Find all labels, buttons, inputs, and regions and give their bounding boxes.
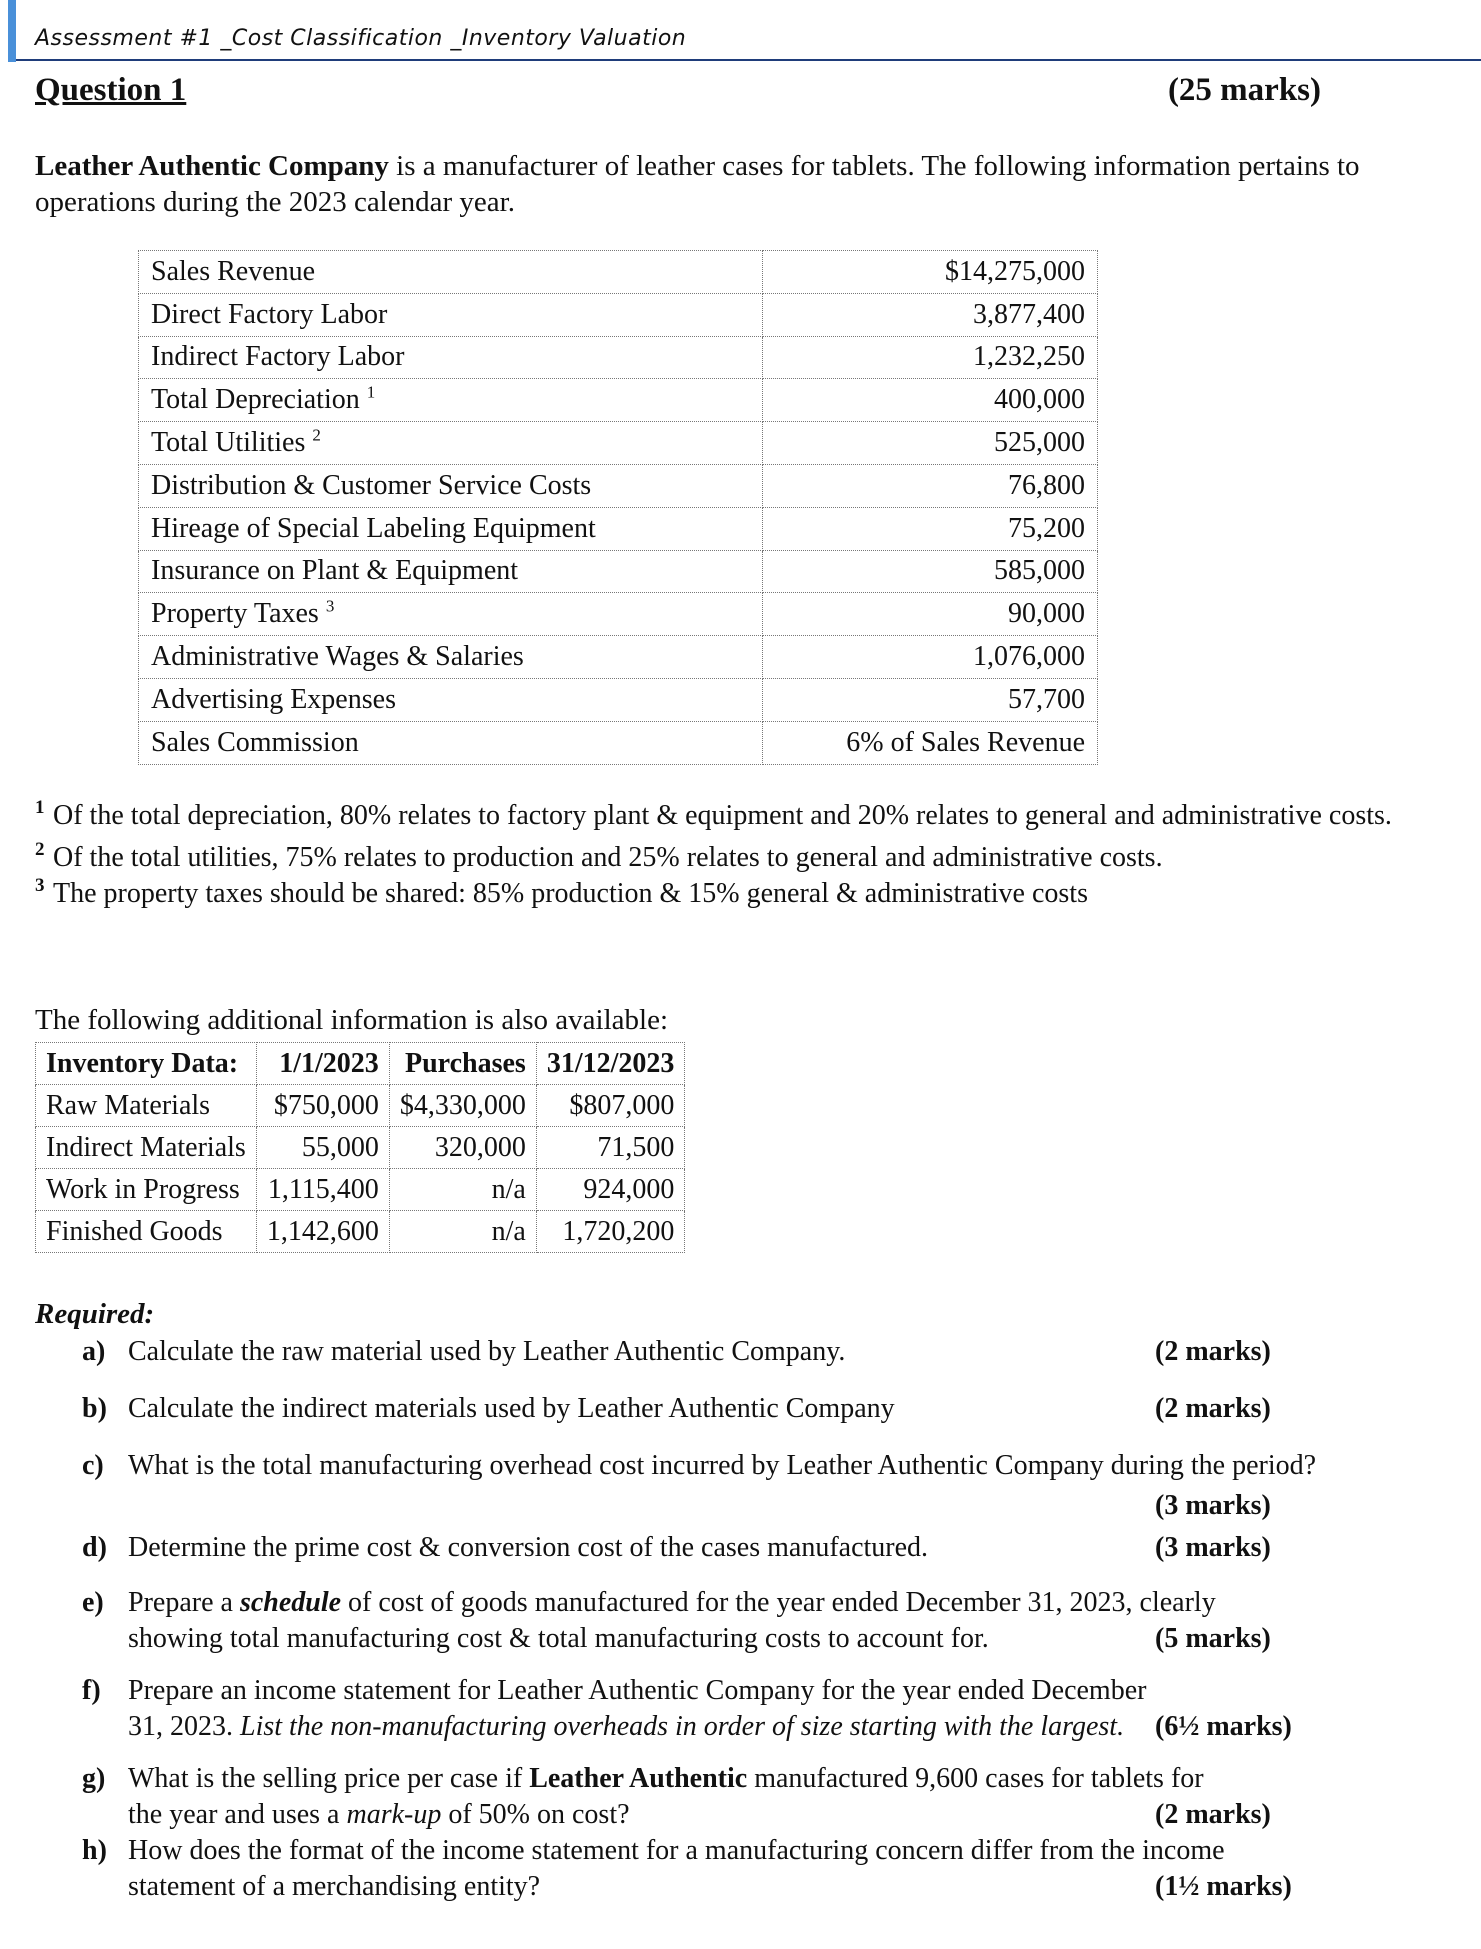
table-row [139, 251, 1098, 294]
marks: (2 marks) [1155, 1799, 1271, 1830]
cost-amount: 75,200 [763, 507, 1098, 550]
marks: (3 marks) [1155, 1532, 1271, 1563]
table-row [139, 593, 1098, 636]
cost-label: Property Taxes $^3$ [139, 593, 763, 636]
cost-label: Total Utilities $^2$ [139, 422, 763, 465]
cost-amount: 76,800 [763, 464, 1098, 507]
table-header-row [36, 1043, 685, 1085]
marks: (3 marks) [1155, 1490, 1271, 1521]
footnote-marker: 1 [366, 382, 376, 402]
cost-table [138, 250, 1098, 765]
cost-amount: 1,076,000 [763, 636, 1098, 679]
additional-info-intro: The following additional information is also available: [35, 1004, 669, 1036]
cost-amount: 90,000 [763, 593, 1098, 636]
cost-label: Insurance on Plant & Equipment [139, 550, 763, 593]
table-row [139, 336, 1098, 379]
table-row [139, 379, 1098, 422]
cost-amount: 585,000 [763, 550, 1098, 593]
required-heading: Required: [35, 1298, 155, 1330]
requirement-h: h) How does the format of the income statement for a manufacturing concern differ from the income statement of a merchandising entity? (1½ marks) [82, 1833, 1477, 1905]
marks: (2 marks) [1155, 1336, 1271, 1367]
requirement-d: d) Determine the prime cost & conversion cost of the cases manufactured. (3 marks) [82, 1530, 1477, 1566]
cost-amount: 525,000 [763, 422, 1098, 465]
cost-amount: 57,700 [763, 678, 1098, 721]
requirement-c: c) What is the total manufacturing overhead cost incurred by Leather Authentic Company during the period? (3 marks) [82, 1448, 1477, 1484]
requirement-e: e) Prepare a schedule of cost of goods manufactured for the year ended December 31, 2023, clearly showing total manufacturing cost & total manufacturing costs to account for. (5 marks) [82, 1585, 1477, 1657]
intro-paragraph [35, 148, 1465, 220]
requirement-a: a) Calculate the raw material used by Leather Authentic Company. (2 marks) [82, 1334, 1477, 1370]
footnote-1: 1 Of the total depreciation, 80% relates to factory plant & equipment and 20% relates to general and administrative costs. [35, 797, 1392, 831]
table-row [139, 636, 1098, 679]
requirement-b: b) Calculate the indirect materials used by Leather Authentic Company (2 marks) [82, 1391, 1477, 1427]
cost-label: Advertising Expenses [139, 678, 763, 721]
requirement-f: f) Prepare an income statement for Leather Authentic Company for the year ended December 31, 2023. List the non-manufacturing overheads in order of size starting with the largest. (6½ marks) [82, 1673, 1477, 1745]
assessment-title: Assessment #1 _Cost Classification _Inventory Valuation [35, 26, 687, 51]
table-row [139, 293, 1098, 336]
cost-label: Distribution & Customer Service Costs [139, 464, 763, 507]
footnote-marker: 3 [325, 596, 335, 616]
footnotes [35, 798, 1475, 912]
company-name: Leather Authentic Company [35, 150, 389, 182]
cost-label: Indirect Factory Labor [139, 336, 763, 379]
requirement-g: g) What is the selling price per case if Leather Authentic manufactured 9,600 cases for tablets for the year and uses a mark-up of 50% on cost? (2 marks) [82, 1761, 1477, 1833]
cost-label: Sales Revenue [139, 251, 763, 294]
cost-amount: $14,275,000 [763, 251, 1098, 294]
table-row: Finished Goods 1,142,600 n/a 1,720,200 [36, 1211, 685, 1253]
cost-amount: 1,232,250 [763, 336, 1098, 379]
column-header: Inventory Data: [36, 1043, 257, 1085]
marks: (6½ marks) [1155, 1711, 1292, 1742]
cost-label: Total Depreciation $^1$ [139, 379, 763, 422]
table-row [139, 422, 1098, 465]
document-header [0, 0, 1481, 62]
inventory-table [35, 1042, 685, 1253]
cost-label: Hireage of Special Labeling Equipment [139, 507, 763, 550]
footnote-marker: 2 [312, 425, 321, 445]
table-row [139, 550, 1098, 593]
column-header: 1/1/2023 [256, 1043, 389, 1085]
marks: (1½ marks) [1155, 1871, 1292, 1902]
column-header: 31/12/2023 [536, 1043, 685, 1085]
table-row: Raw Materials $750,000 $4,330,000 $807,000 [36, 1085, 685, 1127]
column-header: Purchases [389, 1043, 536, 1085]
footnote-3: 3 The property taxes should be shared: 85% production & 15% general & administrative costs [35, 875, 1088, 909]
intro-text: is a manufacturer of leather cases for tablets. The following information pertains to operations during the 2023 calendar year. [35, 150, 1360, 218]
table-row [139, 678, 1098, 721]
cost-amount: 3,877,400 [763, 293, 1098, 336]
question-marks: (25 marks) [1167, 72, 1321, 108]
table-row [139, 507, 1098, 550]
cost-label: Direct Factory Labor [139, 293, 763, 336]
table-row: Indirect Materials 55,000 320,000 71,500 [36, 1127, 685, 1169]
cost-label: Administrative Wages & Salaries [139, 636, 763, 679]
footnote-2: 2 Of the total utilities, 75% relates to production and 25% relates to general and administrative costs. [35, 839, 1163, 873]
table-row [139, 721, 1098, 764]
marks: (2 marks) [1155, 1393, 1271, 1424]
table-row [139, 464, 1098, 507]
header-divider [16, 59, 1481, 61]
cost-amount: 400,000 [763, 379, 1098, 422]
table-row: Work in Progress 1,115,400 n/a 924,000 [36, 1169, 685, 1211]
question-title: Question 1 [35, 72, 187, 108]
cost-label: Sales Commission [139, 721, 763, 764]
marks: (5 marks) [1155, 1623, 1271, 1654]
header-accent-bar [8, 0, 16, 62]
cost-amount: 6% of Sales Revenue [763, 721, 1098, 764]
